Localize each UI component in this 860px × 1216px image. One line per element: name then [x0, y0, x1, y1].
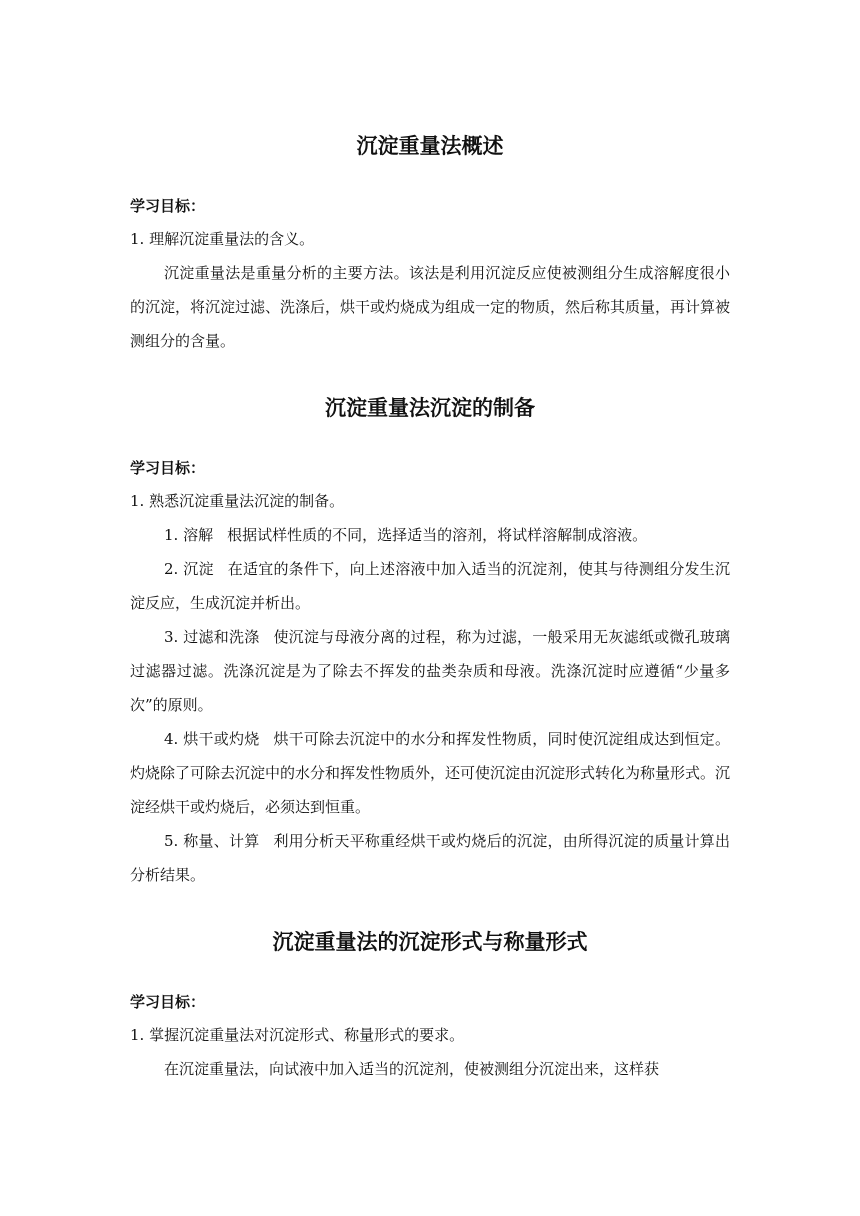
learning-goal-label: 学习目标： [130, 459, 206, 477]
procedure-step [130, 824, 730, 892]
learning-objective: 1. 理解沉淀重量法的含义。 [130, 230, 315, 248]
step-text: 利用分析天平称重经烘干或灼烧后的沉淀，由所得沉淀的质量计算出分析结果。 [130, 832, 730, 884]
procedure-step [130, 722, 730, 824]
learning-objective: 1. 掌握沉淀重量法对沉淀形式、称量形式的要求。 [130, 1026, 465, 1044]
step-text: 烘干可除去沉淀中的水分和挥发性物质，同时使沉淀组成达到恒定。灼烧除了可除去沉淀中的水分和挥发性物质外，还可使沉淀由沉淀形式转化为称量形式。沉淀经烘干或灼烧后，必须达到恒重。 [130, 730, 731, 816]
learning-goal-label: 学习目标： [130, 993, 206, 1011]
procedure-step [130, 620, 730, 722]
procedure-step [130, 518, 730, 552]
section-title: 沉淀重量法沉淀的制备 [325, 396, 535, 420]
learning-goal-label: 学习目标： [130, 197, 206, 215]
step-heading: 1. 溶解 [164, 526, 214, 544]
document-content [130, 128, 730, 1086]
section-title: 沉淀重量法概述 [356, 134, 504, 158]
step-text: 在适宜的条件下，向上述溶液中加入适当的沉淀剂，使其与待测组分发生沉淀反应，生成沉淀并析出。 [130, 560, 730, 612]
section-title: 沉淀重量法的沉淀形式与称量形式 [272, 930, 588, 954]
procedure-step [130, 552, 730, 620]
section-spacer [130, 892, 730, 924]
body-paragraph: 在沉淀重量法，向试液中加入适当的沉淀剂，使被测组分沉淀出来，这样获 [164, 1060, 660, 1078]
step-heading: 4. 烘干或灼烧 [164, 730, 260, 748]
body-paragraph: 沉淀重量法是重量分析的主要方法。该法是利用沉淀反应使被测组分生成溶解度很小的沉淀，将沉淀过滤、洗涤后，烘干或灼烧成为组成一定的物质，然后称其质量，再计算被测组分的含量。 [130, 264, 731, 350]
step-heading: 2. 沉淀 [164, 560, 214, 578]
learning-objective: 1. 熟悉沉淀重量法沉淀的制备。 [130, 492, 345, 510]
step-heading: 3. 过滤和洗涤 [164, 628, 260, 646]
section-spacer [130, 358, 730, 390]
step-text: 根据试样性质的不同，选择适当的溶剂，将试样溶解制成溶液。 [227, 526, 648, 544]
step-heading: 5. 称量、计算 [164, 832, 260, 850]
step-text: 使沉淀与母液分离的过程，称为过滤，一般采用无灰滤纸或微孔玻璃过滤器过滤。洗涤沉淀是为了除去不挥发的盐类杂质和母液。洗涤沉淀时应遵循“少量多次”的原则。 [130, 628, 730, 714]
